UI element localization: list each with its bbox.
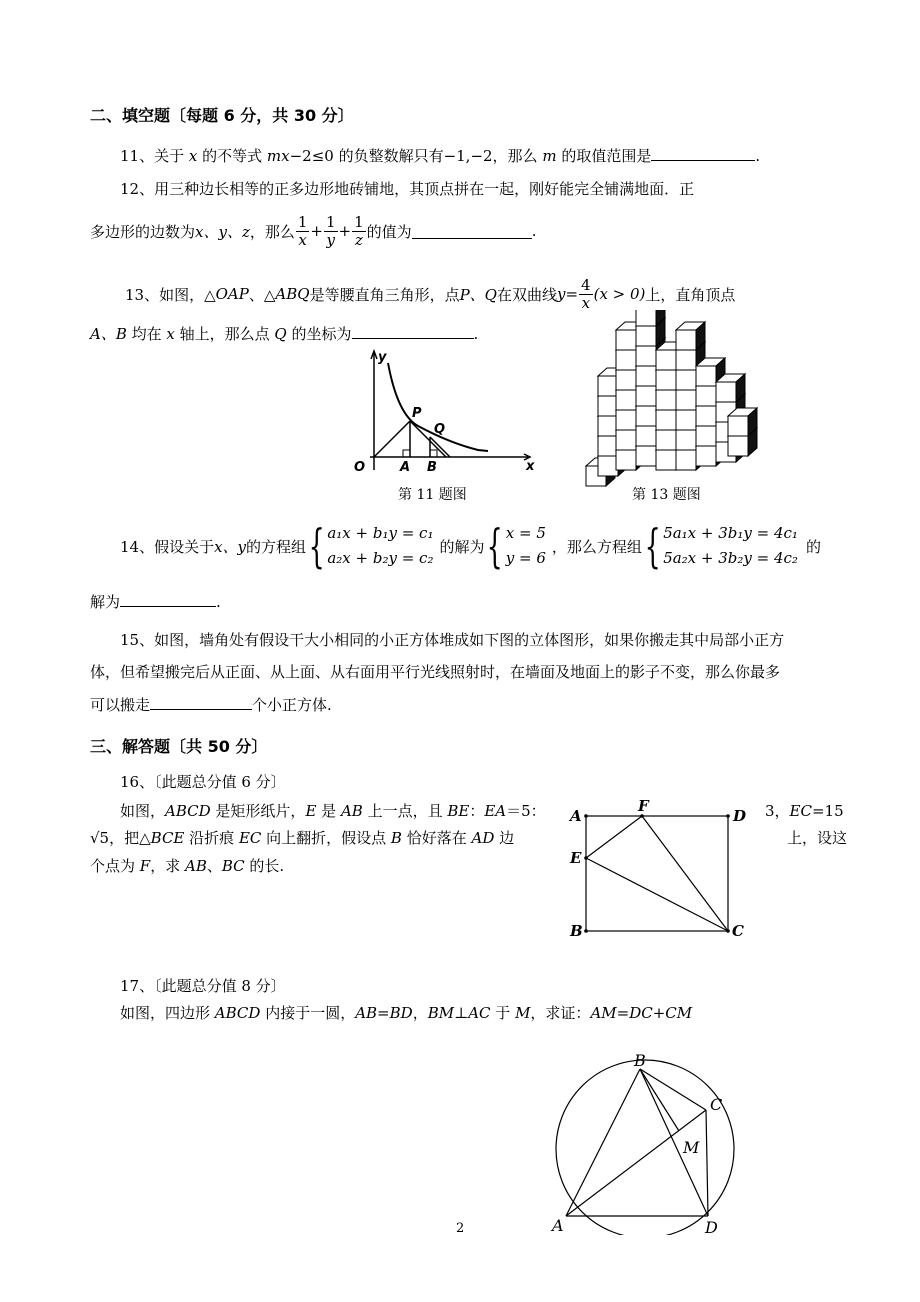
cube-face — [598, 416, 618, 436]
cube-face — [656, 370, 676, 390]
question-15-line-2: 体，但希望搬完后从正面、从上面、从右面用平行光线照射时，在墙面及地面上的影子不变，那么你最多 — [90, 663, 781, 681]
figure-11-hyperbola — [350, 345, 540, 480]
question-12-line-1: 12、用三种边长相等的正多边形地砖铺地，其顶点拼在一起，刚好能完全铺满地面．正 — [120, 180, 695, 198]
cube-face — [676, 330, 696, 350]
q11-num: 11、 — [120, 147, 155, 165]
cube-face — [598, 436, 618, 456]
q13-text-3: 是等腰直角三角形，点 — [309, 285, 460, 304]
q13-oap: OAP — [215, 285, 249, 303]
figure-13-caption: 第 13 题图 — [632, 487, 701, 503]
cube-face — [676, 350, 696, 370]
fig11-point-a: A — [400, 460, 411, 475]
question-15-line-3: 可以搬走 个小正方体. — [90, 696, 332, 714]
figure-11-caption: 第 11 题图 — [398, 487, 467, 503]
cube-face — [696, 406, 716, 426]
question-16-line-2-right: 上，设这 — [787, 829, 848, 847]
q14-text-3: 的解为 — [439, 537, 485, 556]
q12-frac-x: $\frac{1}{x}$ — [297, 212, 308, 249]
page-number: 2 — [456, 1221, 465, 1236]
cube-face — [616, 330, 636, 350]
cube-face — [636, 426, 656, 446]
cube-face — [598, 456, 618, 476]
q14-text-2: 的方程组 — [246, 537, 307, 556]
cube-face — [636, 446, 656, 466]
q14-text-5: 的 — [805, 537, 821, 556]
fig16-point-a: A — [570, 807, 582, 825]
section-3-title: 三、解答题〔共 50 分〕 — [90, 737, 268, 756]
q12-text-3: 的值为 — [366, 222, 412, 241]
cube-face — [636, 326, 656, 346]
q13-cond: (x > 0) — [593, 285, 646, 303]
q12-text-2: ，那么 — [249, 222, 295, 241]
cube-face — [616, 370, 636, 390]
cube-face — [676, 430, 696, 450]
cube-face — [636, 346, 656, 366]
cube-face — [728, 436, 748, 456]
fig17-point-d: D — [705, 1218, 718, 1235]
cube-face — [636, 366, 656, 386]
fig11-point-b: B — [427, 460, 437, 475]
section-2-title: 二、填空题〔每题 6 分，共 30 分〕 — [90, 106, 354, 125]
fig11-origin-label: O — [354, 460, 366, 475]
question-16-line-3: 个点为 F，求 AB、BC 的长. — [90, 857, 285, 875]
cube-face — [696, 366, 716, 386]
figure-16-rectangle — [560, 796, 755, 944]
q12-vars: x、y、z — [195, 222, 250, 241]
fig16-point-b: B — [570, 922, 583, 940]
question-14-line-2: 解为 . — [90, 593, 221, 611]
q14-text-4: ，那么方程组 — [551, 537, 642, 556]
q13-abq: ABQ — [275, 285, 310, 303]
fig11-x-label: x — [526, 459, 535, 474]
cube-face — [598, 376, 618, 396]
question-12-line-2 — [90, 211, 536, 251]
question-16-line-1-right: 3，EC=15 — [765, 802, 844, 820]
q13-y: y — [556, 285, 566, 303]
question-17-head: 17、〔此题总分值 8 分〕 — [120, 977, 286, 995]
fig11-point-q: Q — [434, 422, 446, 437]
q14-text-1: 14、假设关于 — [120, 537, 215, 556]
q12-plus-2: + — [338, 222, 352, 240]
cube-face — [676, 370, 696, 390]
q12-text-1: 多边形的边数为 — [90, 222, 196, 241]
q14-xy: x、y — [214, 537, 247, 556]
question-16-line-2: √5，把△BCE 沿折痕 EC 向上翻折，假设点 B 恰好落在 AD 边 — [90, 829, 515, 847]
cube-face — [716, 382, 736, 402]
cube-face — [676, 390, 696, 410]
fig17-point-b: B — [634, 1051, 646, 1070]
figure-13-cube-stack — [578, 310, 758, 492]
cube-face — [656, 410, 676, 430]
cube-face — [636, 386, 656, 406]
q13-frac: $\frac{4}{x}$ — [581, 275, 591, 312]
fig16-point-d: D — [733, 807, 747, 825]
cube-face — [616, 430, 636, 450]
q13-text-4: 在双曲线 — [496, 285, 557, 304]
question-13-line-2: A、B 均在 x 轴上，那么点 Q 的坐标为 . — [90, 325, 479, 343]
q13-text-1: 13、如图，△ — [125, 285, 216, 304]
q11-end: . — [755, 147, 761, 165]
fig16-point-e: E — [570, 849, 582, 867]
q14-solution: { x = 5 y = 6 — [487, 519, 546, 573]
fig17-point-m: M — [683, 1138, 700, 1157]
q12-end: . — [531, 222, 537, 240]
cube-face — [636, 406, 656, 426]
hyperbola-curve — [388, 363, 488, 451]
q11-text-4: 的取值范围是 — [556, 147, 652, 165]
q14-system-1: { a₁x + b₁y = c₁ a₂x + b₂y = c₂ — [308, 519, 434, 573]
q13-text-5: 上，直角顶点 — [645, 285, 736, 304]
q12-answer-blank[interactable] — [412, 224, 532, 239]
fig16-point-f: F — [638, 797, 649, 815]
q13-eq: = — [565, 285, 579, 303]
cube-face — [696, 386, 716, 406]
q11-answer-blank[interactable] — [651, 146, 755, 161]
question-17-text: 如图，四边形 ABCD 内接于一圆，AB=BD，BM⊥AC 于 M，求证：AM=DC+CM — [120, 1004, 693, 1022]
q13-text-2: 、△ — [248, 285, 276, 304]
cube-face — [728, 416, 748, 436]
cube-face — [636, 310, 656, 326]
cube-face — [676, 410, 696, 430]
q11-text-1: 关于 — [154, 147, 189, 165]
question-13-line-1 — [125, 273, 735, 315]
cube-face — [696, 426, 716, 446]
question-14 — [120, 518, 821, 574]
question-15-line-1: 15、如图，墙角处有假设干大小相同的小正方体堆成如下图的立体图形，如果你搬走其中局部小正方 — [120, 631, 785, 649]
fig17-point-a: A — [552, 1216, 564, 1235]
fig16-point-c: C — [732, 922, 744, 940]
cube-face — [616, 410, 636, 430]
fig17-point-c: C — [710, 1095, 723, 1114]
q12-plus-1: + — [310, 222, 323, 240]
q14-answer-blank[interactable] — [120, 592, 216, 607]
q11-text-2: 的不等式 — [197, 147, 267, 165]
cube-face — [656, 430, 676, 450]
fig11-point-p: P — [412, 406, 422, 421]
q11-text-3: −2≤0 的负整数解只有−1,−2，那么 — [289, 147, 543, 165]
q15-answer-blank[interactable] — [150, 695, 252, 710]
fig11-y-label: y — [378, 350, 387, 365]
cube-face — [676, 450, 696, 470]
cube-face — [616, 350, 636, 370]
q11-expr: mx — [266, 147, 290, 165]
cube-face — [696, 446, 716, 466]
cube-face — [656, 390, 676, 410]
cube-face — [656, 350, 676, 370]
cube-face — [656, 450, 676, 470]
figure-17-circle — [548, 1050, 743, 1235]
question-11 — [120, 145, 760, 166]
q12-frac-y: $\frac{1}{y}$ — [326, 212, 336, 249]
q11-var-x: x — [188, 147, 198, 165]
q14-system-2: { 5a₁x + 3b₁y = 4c₁ 5a₂x + 3b₂y = 4c₂ — [644, 519, 798, 573]
question-16-head: 16、〔此题总分值 6 分〕 — [120, 773, 286, 791]
question-16-line-1: 如图，ABCD 是矩形纸片，E 是 AB 上一点，且 BE：EA＝5： — [120, 802, 546, 820]
q11-var-m: m — [542, 147, 557, 165]
cube-face — [616, 450, 636, 470]
cube-face — [598, 396, 618, 416]
cube-face — [616, 390, 636, 410]
q13-answer-blank[interactable] — [352, 324, 474, 339]
q13-pq: P、Q — [459, 285, 497, 304]
q12-frac-z: $\frac{1}{z}$ — [354, 212, 364, 249]
